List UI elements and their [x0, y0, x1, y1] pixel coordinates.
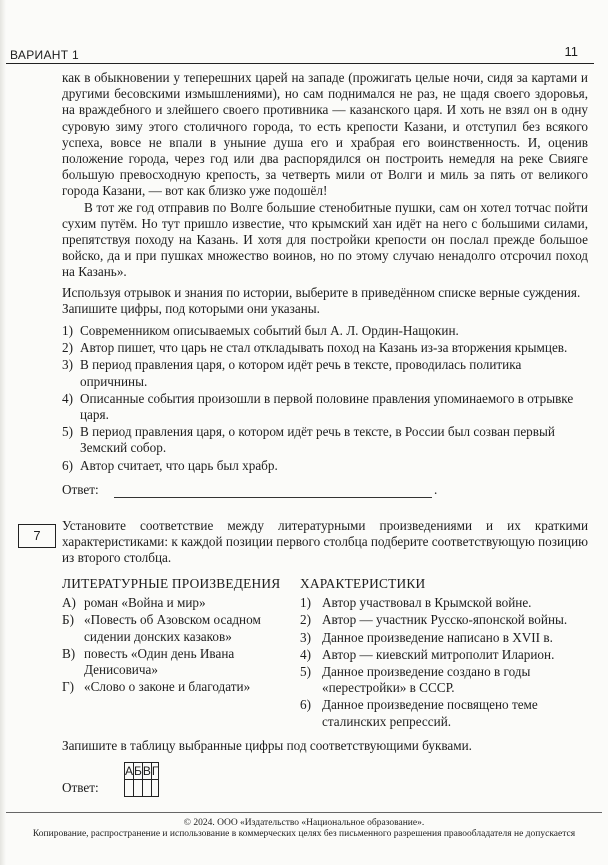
characteristics-column-header: ХАРАКТЕРИСТИКИ	[300, 576, 426, 591]
answer-period: .	[434, 481, 438, 497]
item-text: «Слово о законе и благодати»	[84, 679, 251, 695]
item-number: 1)	[300, 595, 311, 611]
page-edge-shadow	[0, 0, 6, 865]
work-item-g	[62, 679, 282, 695]
work-item-a	[62, 595, 282, 611]
answer-cell-b[interactable]	[134, 780, 143, 797]
q6-options-list	[62, 323, 588, 474]
item-letter: Б)	[62, 612, 74, 628]
answer-cell-g[interactable]	[151, 780, 159, 797]
work-item-v	[62, 646, 282, 678]
q6-option-6	[62, 458, 588, 474]
q6-option-5	[62, 424, 588, 456]
q6-instruction: Используя отрывок и знания по истории, выберите в приведённом списке верные суждения.	[62, 284, 581, 300]
option-text: Автор считает, что царь был храбр.	[80, 457, 278, 473]
characteristic-item-2	[300, 612, 590, 628]
item-letter: А)	[62, 595, 76, 611]
item-text: роман «Война и мир»	[84, 595, 206, 611]
q7-instruction: Установите соответствие между литературными произведениями и их краткими характеристиками: к каждой позиции первого столбца подберите соответствующую позицию из второго столбца.	[62, 518, 588, 566]
q6-answer-row	[62, 480, 588, 498]
item-number: 3)	[300, 629, 311, 645]
item-number: 6)	[300, 697, 311, 713]
item-letter: В)	[62, 645, 76, 661]
characteristic-item-1	[300, 595, 590, 611]
item-text: Данное произведение написано в XVII в.	[322, 629, 553, 645]
characteristic-item-4	[300, 647, 590, 663]
q7-answer-label: Ответ:	[62, 780, 99, 795]
option-number: 1)	[62, 323, 73, 339]
option-text: Автор пишет, что царь не стал откладывать поход на Казань из-за вторжения крымцев.	[80, 340, 568, 356]
passage-paragraph-2: В тот же год отправив по Волге большие стенобитные пушки, сам он хотел тотчас пойти сухим путём. Но тут пришло известие, что крымский хан идёт на него с большими силами, препятствуя походу на Казань. И хотя для постройки крепости он послал прежде большое войско, да и при пушках множество воинов, но по этому случаю ненадолго отсрочил поход на Казань».	[62, 199, 588, 280]
page-number: 11	[564, 44, 578, 59]
works-list	[62, 595, 282, 695]
passage-paragraph-1: как в обыкновении у теперешних царей на западе (прожигать целые ночи, сидя за картами и другими бесовскими измышлениями), но сам поднимался не раз, не щадя своего здоровья, на враждебного и злейшего своего противника — казанского царя. И хоть не взял он в одну суровую зиму этого столичного города, то есть крепости Казани, и отступил без всякого успеха, вовсе не впали в уныние душа его и храбрая его воинственность. И, оценив положение города, через год или два распорядился он построить немедля на реке Свияге большую превосходную крепость, за четверть мили от Волги и миль за пять от великого города Казани, — вот как близко уже подошёл!	[62, 70, 588, 199]
item-letter: Г)	[62, 679, 75, 695]
answer-table-header-row	[125, 763, 159, 780]
option-number: 3)	[62, 357, 73, 373]
answer-header-v: В	[142, 764, 151, 778]
item-number: 5)	[300, 664, 311, 680]
item-text: Автор участвовал в Крымской войне.	[322, 595, 532, 611]
q6-answer-field[interactable]	[114, 485, 432, 498]
option-text: Современником описываемых событий был А. Л. Ордин-Нащокин.	[80, 323, 459, 339]
answer-header-a: А	[125, 764, 134, 778]
variant-label: ВАРИАНТ 1	[10, 48, 79, 62]
q6-option-1	[62, 323, 588, 339]
work-item-b	[62, 612, 282, 644]
question-7-block	[62, 518, 588, 567]
answer-header-b: Б	[134, 764, 142, 778]
q7-table-instruction: Запишите в таблицу выбранные цифры под соответствующими буквами.	[62, 738, 472, 753]
q6-option-2	[62, 340, 588, 356]
footer-divider	[6, 812, 602, 813]
item-number: 4)	[300, 646, 311, 662]
page-header	[6, 40, 602, 64]
works-column-header: ЛИТЕРАТУРНЫЕ ПРОИЗВЕДЕНИЯ	[62, 576, 281, 591]
q6-option-4	[62, 391, 588, 423]
item-text: Данное произведение посвящено теме сталинских репрессий.	[322, 697, 538, 729]
item-text: Автор — киевский митрополит Иларион.	[322, 646, 555, 662]
option-text: Описанные события произошли в первой половине правления упоминаемого в отрывке царя.	[80, 390, 574, 423]
option-number: 2)	[62, 340, 73, 356]
question-6-block	[62, 70, 588, 498]
q6-instruction-2: Запишите цифры, под которыми они указаны.	[62, 300, 320, 316]
q7-matching-columns	[62, 576, 588, 736]
characteristic-item-3	[300, 630, 590, 646]
characteristics-list	[300, 595, 590, 730]
answer-cell-v[interactable]	[142, 780, 151, 797]
characteristic-item-5	[300, 664, 590, 696]
option-text: В период правления царя, о котором идёт речь в тексте, проводилась политика опричнины.	[80, 357, 522, 389]
answer-table-input-row	[125, 780, 159, 797]
characteristic-item-6	[300, 697, 590, 729]
item-text: Данное произведение создано в годы «перестройки» в СССР.	[322, 664, 531, 696]
characteristics-column	[300, 576, 590, 731]
footer-copyright: © 2024. ООО «Издательство «Национальное образование».	[183, 818, 425, 828]
header-divider	[6, 63, 594, 64]
option-number: 5)	[62, 424, 73, 440]
answer-cell-a[interactable]	[125, 780, 134, 797]
q6-option-3	[62, 357, 588, 389]
q6-answer-label: Ответ:	[62, 481, 99, 497]
works-column	[62, 576, 282, 696]
item-text: Автор — участник Русско-японской войны.	[322, 612, 568, 628]
answer-header-g: Г	[151, 764, 159, 778]
item-text: повесть «Один день Ивана Денисовича»	[84, 645, 235, 678]
item-number: 2)	[300, 612, 311, 628]
task-number-box: 7	[18, 524, 56, 548]
option-text: В период правления царя, о котором идёт речь в тексте, в России был созван первый Земский собор.	[80, 424, 555, 456]
q7-answer-table	[124, 762, 159, 797]
item-text: «Повесть об Азовском осадном сидении донских казаков»	[84, 612, 261, 644]
option-number: 4)	[62, 390, 73, 406]
option-number: 6)	[62, 457, 73, 473]
footer-notice: Копирование, распространение и использование в коммерческих целях без письменного разрешения правообладателя не допускается	[32, 829, 576, 839]
